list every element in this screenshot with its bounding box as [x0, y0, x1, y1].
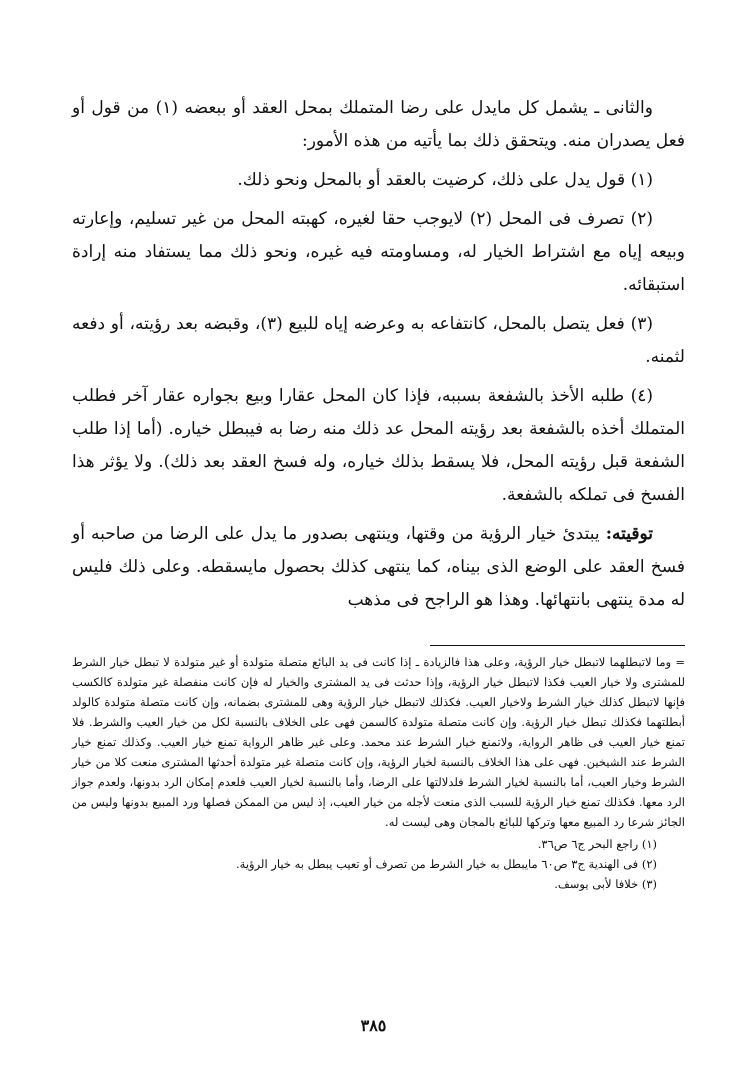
item-4: (٤) طلبه الأخذ بالشفعة بسببه، فإذا كان المحل عقارا وبيع بجواره عقار آخر فطلب المتملك أخذه بالشفعة بعد رؤيته المحل عد ذلك منه رضا به فيبطل خياره. (أما إذا طلب الشفعة قبل رؤيته المحل، فلا يسقط بذلك خياره، وله فسخ العقد بعد ذلك). ولا يؤثر هذا الفسخ فى تملكه بالشفعة. [72, 386, 685, 505]
item-3: (٣) فعل يتصل بالمحل، كانتفاعه به وعرضه إياه للبيع (٣)، وقبضه بعد رؤيته، أو دفعه لثمنه. [72, 314, 685, 367]
item-2: (٢) تصرف فى المحل (٢) لايوجب حقا لغيره، كهبته المحل من غير تسليم، وإعارته وبيعه إياه مع اشتراط الخيار له، ومساومته فيه غيره، ونحو ذلك مما يستفاد منه إرادة استبقائه. [72, 209, 685, 295]
page-number: ٣٨٥ [360, 1016, 387, 1035]
footnote-list [72, 834, 685, 894]
footnote-separator [430, 645, 685, 646]
paragraph-second-type: والثانى ـ يشمل كل مايدل على رضا المتملك بمحل العقد أو ببعضه (١) من قول أو فعل يصدران منه. ويتحقق ذلك بما يأتيه من هذه الأمور: [72, 98, 685, 151]
footnote-3: (٣) خلافا لأبى يوسف. [554, 877, 657, 891]
footnote-continuation: = وما لاتبطلهما لاتبطل خيار الرؤية، وعلى هذا فالزيادة ـ إذا كانت فى يد البائع متصلة متولدة أو غير متولدة لا تبطل خيار الشرط للمشترى ولا خيار العيب فكذا لاتبطل خيار الرؤية، وإذا حدثت فى يد المشترى والخيار له فإن كانت منفصلة غير متولدة كالكسب فإنها لاتبطل كذلك خيار الشرط ولاخيار العيب. فكذلك لاتبطل خيار الرؤية وهى للمشترى بضمانه، وإن كانت متصلة متولدة كالولد أبطلتهما فكذلك تبطل خيار الرؤية. وإن كانت متصلة متولدة كالسمن فهى على الخلاف بالنسبة لكل من خيار العيب والشرط. فلا تمنع خيار العيب فى ظاهر الرواية، ولاتمنع خيار الشرط عند محمد. وعلى غير ظاهر الرواية تمنع خيار العيب. وكذلك تمنع خيار الشرط عند الشيخين. فهى على هذا الخلاف بالنسبة لخيار الرؤية، وإن كانت متصلة غير متولدة أحدثها المشترى منعت كلا من خيار الشرط وخيار العيب، أما بالنسبة لخيار الشرط فلدلالتها على الرضا، وأما بالنسبة لخيار العيب فلعدم إمكان الرد بدونها، ولعدم جواز الرد معها. فكذلك تمنع خيار الرؤية للسبب الذى منعت لأجله من خيار العيب، إذ ليس من الممكن فصلها ورد المبيع بدونها وليس من الجائز شرعا رد المبيع معها وتركها للبائع بالمجان وهى ليست له. [72, 655, 685, 829]
footnote-2: (٢) فى الهندية ج٣ ص٦٠ مايبطل به خيار الشرط من تصرف أو تعيب يبطل به خيار الرؤية. [236, 857, 657, 871]
footnotes [72, 652, 685, 894]
footnote-1: (١) راجع البحر ج٦ ص٣٦. [537, 837, 657, 851]
timing-heading: توقيته: [605, 524, 653, 544]
timing-text: يبتدئ خيار الرؤية من وقتها، وينتهى بصدور ما يدل على الرضا من صاحبه أو فسخ العقد على الوضع الذى بيناه، كما ينتهى كذلك بحصول مايسقطه. وعلى ذلك فليس له مدة ينتهى بانتهائها. وهذا هو الراجح فى مذهب [72, 524, 685, 610]
paragraph-timing [72, 518, 685, 617]
item-1: (١) قول يدل على ذلك، كرضيت بالعقد أو بالمحل ونحو ذلك. [237, 170, 653, 190]
main-text [72, 92, 685, 623]
